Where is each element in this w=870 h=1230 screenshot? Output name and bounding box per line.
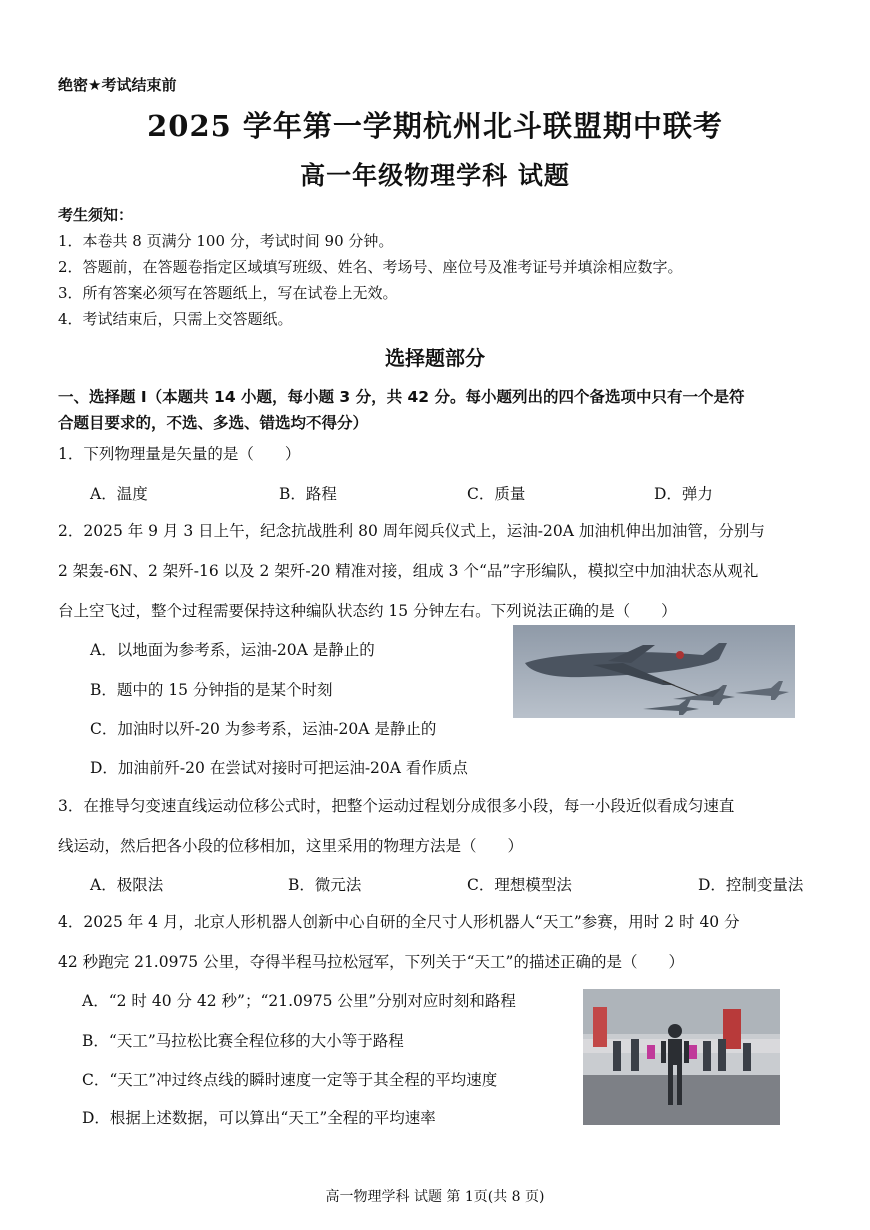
question-2-option-d: D．加油前歼-20 在尝试对接时可把运油-20A 看作质点 <box>90 759 468 777</box>
question-2-stem-line: 2．2025 年 9 月 3 日上午，纪念抗战胜利 80 周年阅兵仪式上，运油-20A 加油机伸出加油管，分别与 <box>58 522 765 540</box>
note-item: 4．考试结束后，只需上交答题纸。 <box>58 310 293 328</box>
question-1-option-d: D．弹力 <box>654 485 713 503</box>
question-4-option-a: A．“2 时 40 分 42 秒”；“21.0975 公里”分别对应时刻和路程 <box>82 992 516 1010</box>
confidential-label: 绝密★考试结束前 <box>58 76 177 94</box>
exam-title: 2025 学年第一学期杭州北斗联盟期中联考 <box>147 109 723 143</box>
exam-subtitle: 高一年级物理学科 试题 <box>300 161 570 190</box>
page-footer: 高一物理学科 试题 第 1页(共 8 页) <box>325 1189 545 1205</box>
part-instructions-line: 合题目要求的，不选、多选、错选均不得分） <box>58 414 369 432</box>
question-4-option-c: C．“天工”冲过终点线的瞬时速度一定等于其全程的平均速度 <box>82 1071 498 1089</box>
note-item: 1．本卷共 8 页满分 100 分，考试时间 90 分钟。 <box>58 232 394 250</box>
question-3-option-a: A．极限法 <box>90 876 164 894</box>
aircraft-refueling-photo <box>513 625 795 718</box>
question-2-option-a: A．以地面为参考系，运油-20A 是静止的 <box>90 641 375 659</box>
question-1-option-a: A．温度 <box>90 485 148 503</box>
question-2-stem-line: 2 架轰-6N、2 架歼-16 以及 2 架歼-20 精准对接，组成 3 个“品”字形编队，模拟空中加油状态从观礼 <box>58 562 759 580</box>
question-4-option-d: D．根据上述数据，可以算出“天工”全程的平均速率 <box>82 1109 436 1127</box>
notes-heading: 考生须知： <box>58 206 134 224</box>
question-3-stem-line: 3．在推导匀变速直线运动位移公式时，把整个运动过程划分成很多小段，每一小段近似看成匀速直 <box>58 797 735 815</box>
robot-marathon-photo <box>583 989 780 1125</box>
part-instructions-line: 一、选择题 I（本题共 14 小题，每小题 3 分，共 42 分。每小题列出的四个备选项中只有一个是符 <box>58 388 745 406</box>
question-1-stem: 1．下列物理量是矢量的是（ ） <box>58 445 301 463</box>
question-1-option-b: B．路程 <box>279 485 337 503</box>
question-4-stem-line: 4．2025 年 4 月，北京人形机器人创新中心自研的全尺寸人形机器人“天工”参赛，用时 2 时 40 分 <box>58 913 740 931</box>
question-2-stem-line: 台上空飞过，整个过程需要保持这种编队状态约 15 分钟左右。下列说法正确的是（ ） <box>58 602 677 620</box>
question-3-option-c: C．理想模型法 <box>467 876 572 894</box>
section-title: 选择题部分 <box>385 346 485 370</box>
question-2-option-b: B．题中的 15 分钟指的是某个时刻 <box>90 681 333 699</box>
question-1-option-c: C．质量 <box>467 485 526 503</box>
question-4-option-b: B．“天工”马拉松比赛全程位移的大小等于路程 <box>82 1032 404 1050</box>
question-3-option-b: B．微元法 <box>288 876 362 894</box>
note-item: 2．答题前，在答题卷指定区域填写班级、姓名、考场号、座位号及准考证号并填涂相应数字。 <box>58 258 683 276</box>
question-4-stem-line: 42 秒跑完 21.0975 公里，夺得半程马拉松冠军，下列关于“天工”的描述正确的是（ ） <box>58 953 684 971</box>
question-3-stem-line: 线运动，然后把各小段的位移相加，这里采用的物理方法是（ ） <box>58 837 524 855</box>
note-item: 3．所有答案必须写在答题纸上，写在试卷上无效。 <box>58 284 398 302</box>
question-3-option-d: D．控制变量法 <box>698 876 804 894</box>
question-2-option-c: C．加油时以歼-20 为参考系，运油-20A 是静止的 <box>90 720 437 738</box>
